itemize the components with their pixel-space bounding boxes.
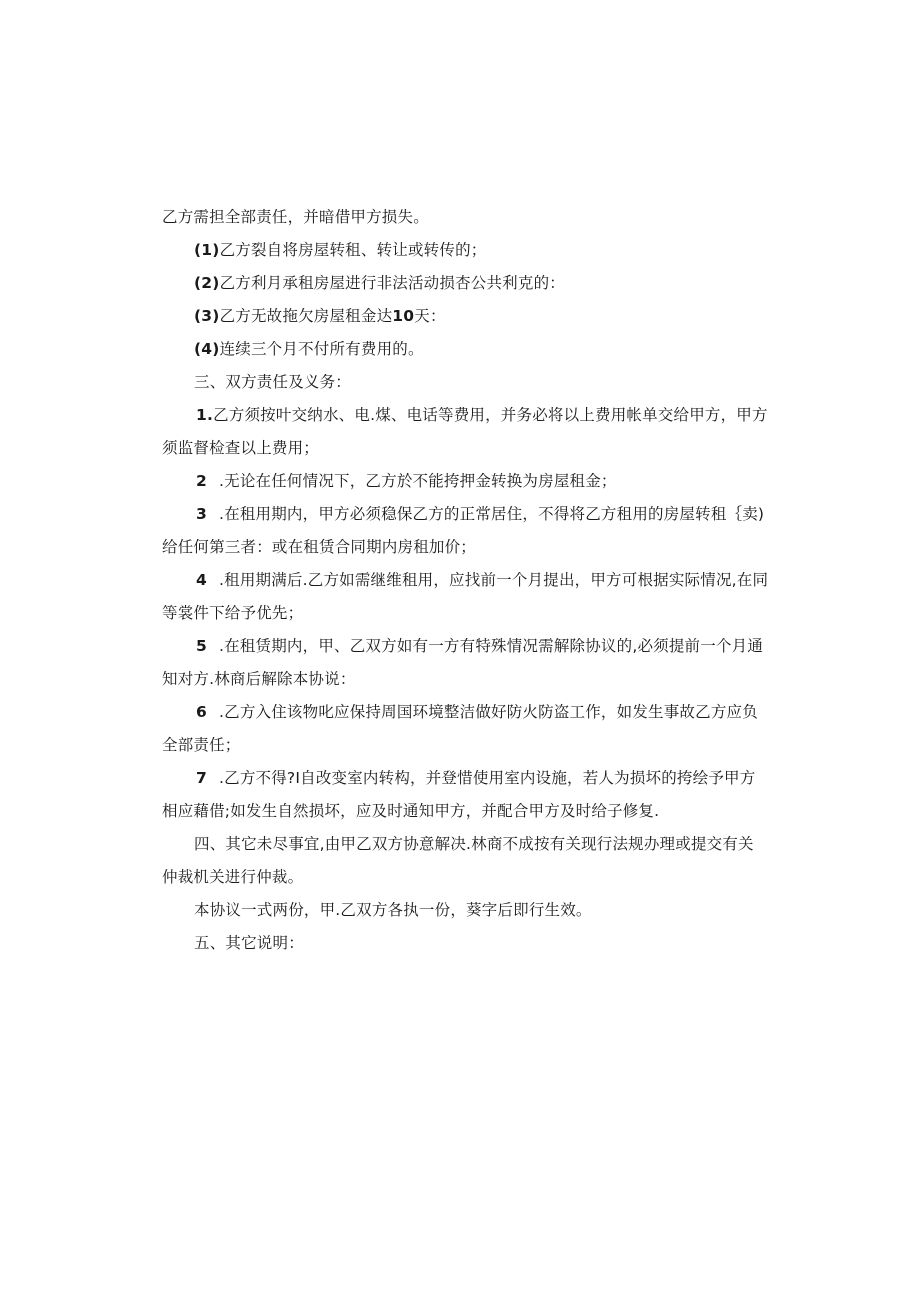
item-number: 1. [196, 406, 214, 424]
line-text: 相应藉借;如发生自然损坏，应及时通知甲方，并配合甲方及时给子修复. [162, 802, 660, 820]
list-item [196, 636, 763, 656]
item-number: 4 [196, 571, 207, 589]
section-heading [194, 834, 754, 854]
paragraph-line [194, 900, 592, 920]
item-number: (2) [194, 274, 220, 292]
list-item [196, 768, 755, 788]
list-item [194, 339, 424, 359]
list-item [194, 240, 486, 260]
line-text-tail: 天： [414, 307, 446, 325]
line-text: 四、其它未尽事宜,由甲乙双方协意解决.林商不成按有关现行法规办理或提交有关 [194, 835, 754, 853]
paragraph-line [162, 537, 476, 557]
item-number: 5 [196, 637, 207, 655]
line-text: .在租赁期内，甲、乙双方如有一方有特殊情况需解除协议的,必须提前一个月通 [219, 637, 764, 655]
bold-number: 10 [392, 307, 415, 325]
paragraph-line [162, 438, 319, 458]
line-text: 乙方需担全部责任，并暗借甲方损失。 [162, 208, 429, 226]
line-text: .在租用期内，甲方必须稳保乙方的正常居住，不得将乙方租用的房屋转租｛卖) [219, 505, 765, 523]
item-number: (3) [194, 307, 220, 325]
line-text: 全部责任； [162, 736, 241, 754]
item-number: 2 [196, 472, 207, 490]
line-text: 等裳件下给予优先； [162, 604, 304, 622]
paragraph-line [162, 801, 659, 821]
list-item [196, 570, 768, 590]
line-text: 五、其它说明： [194, 934, 304, 952]
line-text: 知对方.林商后解除本协说： [162, 670, 356, 688]
list-item [194, 306, 446, 326]
paragraph-line [162, 735, 241, 755]
paragraph-line [162, 603, 303, 623]
list-item [196, 471, 617, 491]
line-text: 乙方裂自将房屋转租、转让或转传的； [219, 241, 487, 259]
section-heading [194, 933, 304, 953]
paragraph-line [162, 669, 356, 689]
line-text: 乙方须按叶交纳水、电.煤、电话等费用，并务必将以上费用帐单交给甲方，甲方 [213, 406, 768, 424]
line-text: 连续三个月不付所有费用的。 [219, 340, 424, 358]
line-text: 三、双方责任及义务： [194, 373, 352, 391]
item-number: 7 [196, 769, 207, 787]
line-text: 须监督检查以上费用； [162, 439, 320, 457]
section-heading [194, 372, 351, 392]
list-item [194, 273, 565, 293]
line-text: .租用期满后.乙方如需继维租用，应找前一个月提出，甲方可根据实际情况,在同 [219, 571, 769, 589]
item-number: 3 [196, 505, 207, 523]
line-text: 乙方利月承租房屋进行非法活动损杏公共利克的： [219, 274, 565, 292]
item-number: (4) [194, 340, 220, 358]
line-text: 本协议一式两份，甲.乙双方各执一份，葵字后即行生效。 [194, 901, 592, 919]
line-text: 乙方无故拖欠房屋租金达 [219, 307, 393, 325]
paragraph-line [162, 207, 429, 227]
line-text: .乙方入住该物叱应保持周国环境整洁做好防火防盗工作，如发生事故乙方应负 [219, 703, 758, 721]
list-item [196, 702, 758, 722]
item-number: (1) [194, 241, 220, 259]
list-item [196, 504, 764, 524]
paragraph-line [162, 867, 303, 887]
line-text: .乙方不得?I自改变室内转构，并登惜使用室内设施，若人为损坏的挎绘予甲方 [219, 769, 756, 787]
line-text: 仲裁机关进行仲裁。 [162, 868, 304, 886]
line-text: .无论在任何情况下，乙方於不能挎押金转换为房屋租金； [219, 472, 617, 490]
line-text: 给任何第三者：或在租赁合同期内房租加价； [162, 538, 477, 556]
list-item [196, 405, 768, 425]
item-number: 6 [196, 703, 207, 721]
